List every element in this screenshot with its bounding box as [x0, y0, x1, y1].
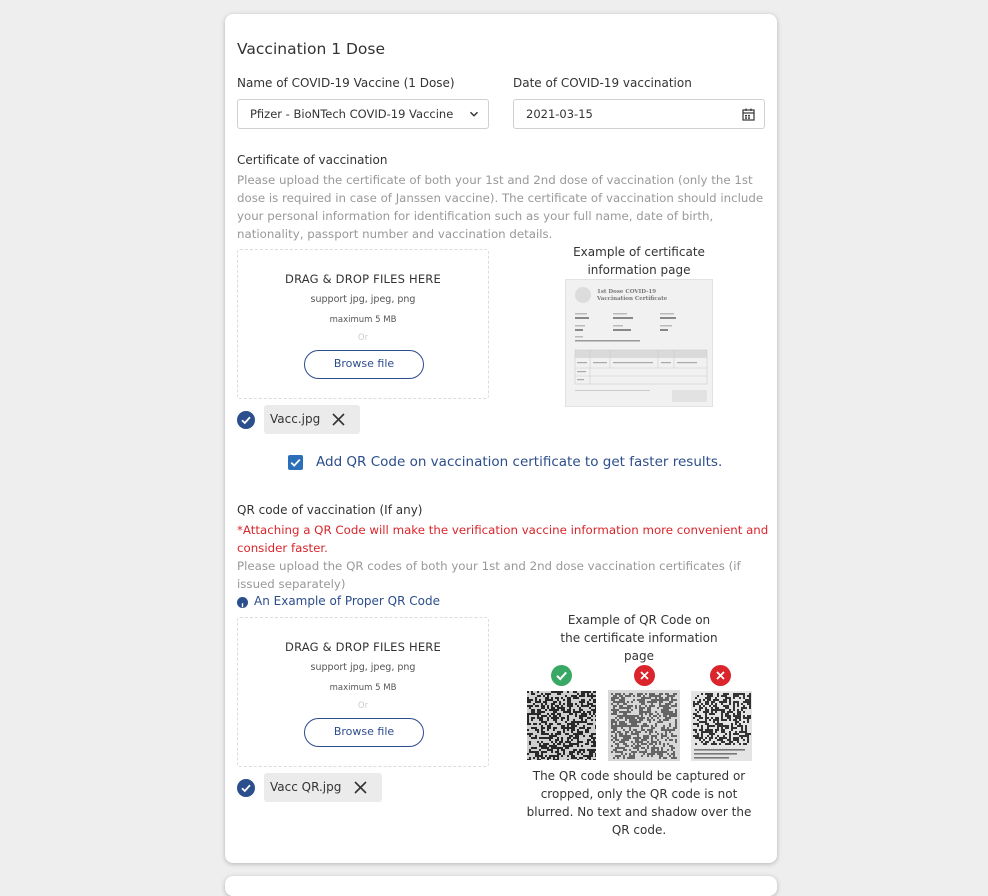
caption-line: page: [624, 649, 654, 663]
vaccination-card: [225, 14, 777, 863]
vaccine-name-label: Name of COVID-19 Vaccine (1 Dose): [237, 76, 455, 90]
section-title: Vaccination 1 Dose: [237, 40, 386, 58]
certificate-example-caption: [553, 243, 725, 279]
certificate-desc-line: dose is required in case of Janssen vaccine). The certificate of vaccination should include: [237, 191, 764, 205]
correct-check-icon: [551, 665, 572, 686]
qr-example-blurred: [608, 690, 680, 761]
browse-file-button[interactable]: Browse file: [304, 350, 424, 379]
next-section-card: [225, 876, 777, 896]
uploaded-file-name: Vacc.jpg: [270, 412, 321, 426]
vaccine-name-select[interactable]: [237, 99, 489, 129]
caption-line: Example of QR Code on: [567, 613, 711, 627]
example-doc-title: 1st Dose COVID-19: [597, 289, 657, 295]
qr-note-line: The QR code should be captured or: [532, 769, 746, 783]
qr-example-caption: [547, 611, 731, 665]
check-icon: [288, 455, 303, 470]
qr-note-line: QR code.: [611, 823, 667, 837]
vaccine-date-input[interactable]: [513, 99, 765, 129]
qr-dropzone[interactable]: [237, 617, 489, 767]
close-icon[interactable]: [332, 413, 345, 426]
uploaded-file-chip: [264, 405, 360, 434]
qr-warning: [237, 521, 772, 557]
certificate-label: Certificate of vaccination: [237, 153, 388, 167]
info-icon: [237, 597, 248, 608]
certificate-example-drawing: [566, 280, 712, 406]
qr-note-line: cropped, only the QR code is not: [540, 787, 738, 801]
qr-label: QR code of vaccination (If any): [237, 503, 423, 517]
qr-example-with-text: [691, 691, 752, 761]
incorrect-x-icon: [634, 665, 655, 686]
caption-line: information page: [587, 263, 691, 277]
incorrect-x-icon: [710, 665, 731, 686]
qr-description: [237, 557, 772, 593]
vaccine-name-value: Pfizer - BioNTech COVID-19 Vaccine: [250, 107, 454, 121]
dropzone-or: Or: [357, 701, 369, 711]
qr-note: [519, 767, 759, 839]
certificate-desc-line: Please upload the certificate of both your 1st and 2nd dose of vaccination (only the 1st: [237, 173, 753, 187]
dropzone-or: Or: [357, 333, 369, 343]
certificate-dropzone[interactable]: [237, 249, 489, 399]
qr-example-link[interactable]: An Example of Proper QR Code: [254, 594, 440, 608]
qr-desc-line: issued separately): [237, 577, 346, 591]
qr-note-line: blurred. No text and shadow over the: [526, 805, 752, 819]
dropzone-max-size: maximum 5 MB: [329, 315, 397, 325]
vaccine-date-label: Date of COVID-19 vaccination: [513, 76, 692, 90]
certificate-description: [237, 171, 772, 243]
upload-success-icon: [237, 411, 255, 429]
vaccine-date-value: 2021-03-15: [526, 107, 593, 121]
qr-warning-line: *Attaching a QR Code will make the verification vaccine information more convenient and: [237, 523, 769, 537]
qr-option-label[interactable]: Add QR Code on vaccination certificate to get faster results.: [316, 454, 723, 470]
chevron-down-icon: [469, 109, 479, 119]
dropzone-heading: DRAG & DROP FILES HERE: [285, 640, 441, 654]
certificate-example-image: [565, 279, 713, 407]
qr-option-checkbox[interactable]: [288, 455, 303, 470]
dropzone-support: support jpg, jpeg, png: [310, 662, 416, 673]
example-doc-subtitle: Vaccination Certificate: [597, 296, 668, 302]
upload-success-icon: [237, 779, 255, 797]
certificate-desc-line: nationality, passport number and vaccination details.: [237, 227, 553, 241]
qr-desc-line: Please upload the QR codes of both your 1st and 2nd dose vaccination certificates (if: [237, 559, 741, 573]
caption-line: Example of certificate: [573, 245, 705, 259]
certificate-desc-line: your personal information for identification such as your full name, date of birth,: [237, 209, 714, 223]
dropzone-heading: DRAG & DROP FILES HERE: [285, 272, 441, 286]
uploaded-file-chip: [264, 773, 382, 802]
calendar-icon[interactable]: [742, 108, 755, 121]
browse-file-button[interactable]: Browse file: [304, 718, 424, 747]
uploaded-file-name: Vacc QR.jpg: [270, 780, 342, 794]
qr-example-good: [527, 691, 596, 760]
qr-warning-line: consider faster.: [237, 541, 328, 555]
caption-line: the certificate information: [560, 631, 718, 645]
dropzone-support: support jpg, jpeg, png: [310, 294, 416, 305]
close-icon[interactable]: [354, 781, 367, 794]
dropzone-max-size: maximum 5 MB: [329, 683, 397, 693]
